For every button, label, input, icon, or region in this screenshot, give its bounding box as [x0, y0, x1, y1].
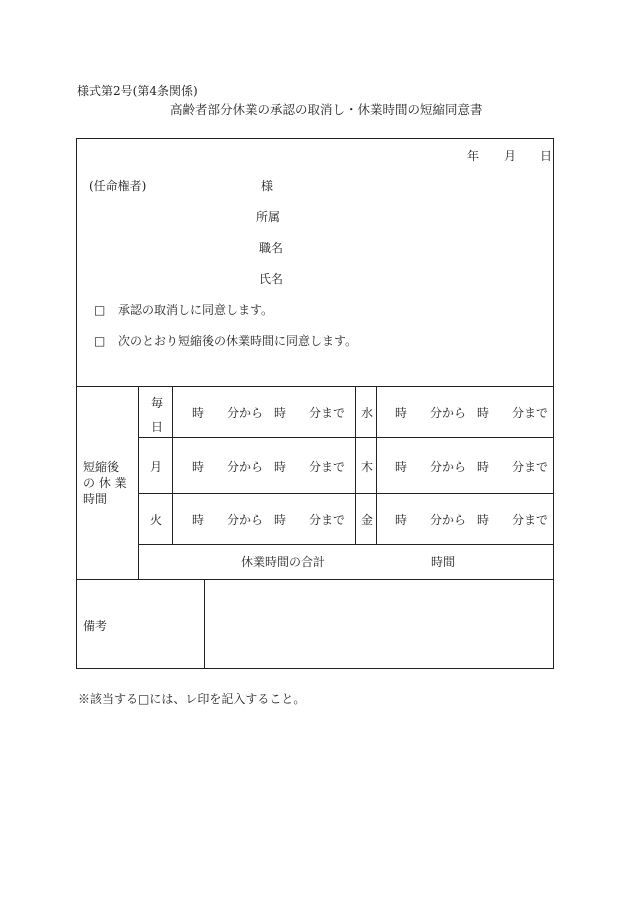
hour-label: 時 — [274, 460, 287, 474]
name-label: 氏名 — [259, 272, 284, 286]
hour-label: 時 — [192, 460, 205, 474]
hour-label: 時 — [274, 513, 287, 527]
from-minute-label: 分から — [430, 460, 467, 474]
honorific-label: 様 — [261, 179, 274, 193]
schedule-row-label-2: の 休 業 — [83, 476, 127, 490]
divider — [138, 544, 554, 545]
until-minute-label: 分まで — [309, 513, 346, 527]
form-number: 様式第2号(第4条関係) — [77, 84, 198, 98]
divider — [76, 386, 554, 387]
date-day: 日 — [540, 149, 553, 163]
footnote: ※該当する□には、レ印を記入すること。 — [78, 692, 306, 706]
divider — [138, 437, 554, 438]
hour-label: 時 — [395, 406, 408, 420]
remarks-label: 備考 — [83, 619, 108, 633]
from-minute-label: 分から — [227, 406, 264, 420]
divider — [204, 579, 205, 669]
from-minute-label: 分から — [430, 406, 467, 420]
hour-label: 時 — [477, 513, 490, 527]
schedule-row-label-1: 短縮後 — [83, 460, 120, 474]
hour-label: 時 — [477, 460, 490, 474]
divider — [138, 386, 139, 579]
until-minute-label: 分まで — [512, 513, 549, 527]
divider — [355, 386, 356, 544]
until-minute-label: 分まで — [309, 460, 346, 474]
position-label: 職名 — [259, 241, 284, 255]
form-frame — [76, 138, 554, 669]
day-label-thu: 木 — [361, 460, 374, 474]
option-revoke-label: 承認の取消しに同意します。 — [118, 303, 274, 317]
from-minute-label: 分から — [227, 460, 264, 474]
everyday-label-1: 毎 — [151, 396, 164, 410]
day-label-tue: 火 — [150, 513, 163, 527]
document-title: 高齢者部分休業の承認の取消し・休業時間の短縮同意書 — [170, 102, 483, 117]
divider — [76, 579, 554, 580]
date-year: 年 — [467, 149, 480, 163]
until-minute-label: 分まで — [512, 460, 549, 474]
total-hours-unit: 時間 — [431, 555, 456, 569]
divider — [376, 386, 377, 544]
until-minute-label: 分まで — [512, 406, 549, 420]
hour-label: 時 — [477, 406, 490, 420]
from-minute-label: 分から — [227, 513, 264, 527]
hour-label: 時 — [395, 460, 408, 474]
schedule-row-label-3: 時間 — [83, 492, 108, 506]
until-minute-label: 分まで — [309, 406, 346, 420]
divider — [138, 493, 554, 494]
hour-label: 時 — [192, 513, 205, 527]
hour-label: 時 — [395, 513, 408, 527]
checkbox-revoke[interactable]: □ — [94, 303, 106, 317]
affiliation-label: 所属 — [256, 210, 281, 224]
divider — [172, 386, 173, 544]
total-hours-label: 休業時間の合計 — [241, 555, 326, 569]
checkbox-shorten[interactable]: □ — [94, 334, 106, 348]
option-shorten-label: 次のとおり短縮後の休業時間に同意します。 — [118, 334, 358, 348]
day-label-mon: 月 — [150, 460, 163, 474]
date-month: 月 — [504, 149, 517, 163]
hour-label: 時 — [192, 406, 205, 420]
appointer-label: (任命権者) — [89, 179, 147, 193]
from-minute-label: 分から — [430, 513, 467, 527]
day-label-fri: 金 — [361, 513, 374, 527]
everyday-label-2: 日 — [151, 420, 164, 434]
hour-label: 時 — [274, 406, 287, 420]
day-label-wed: 水 — [361, 406, 374, 420]
